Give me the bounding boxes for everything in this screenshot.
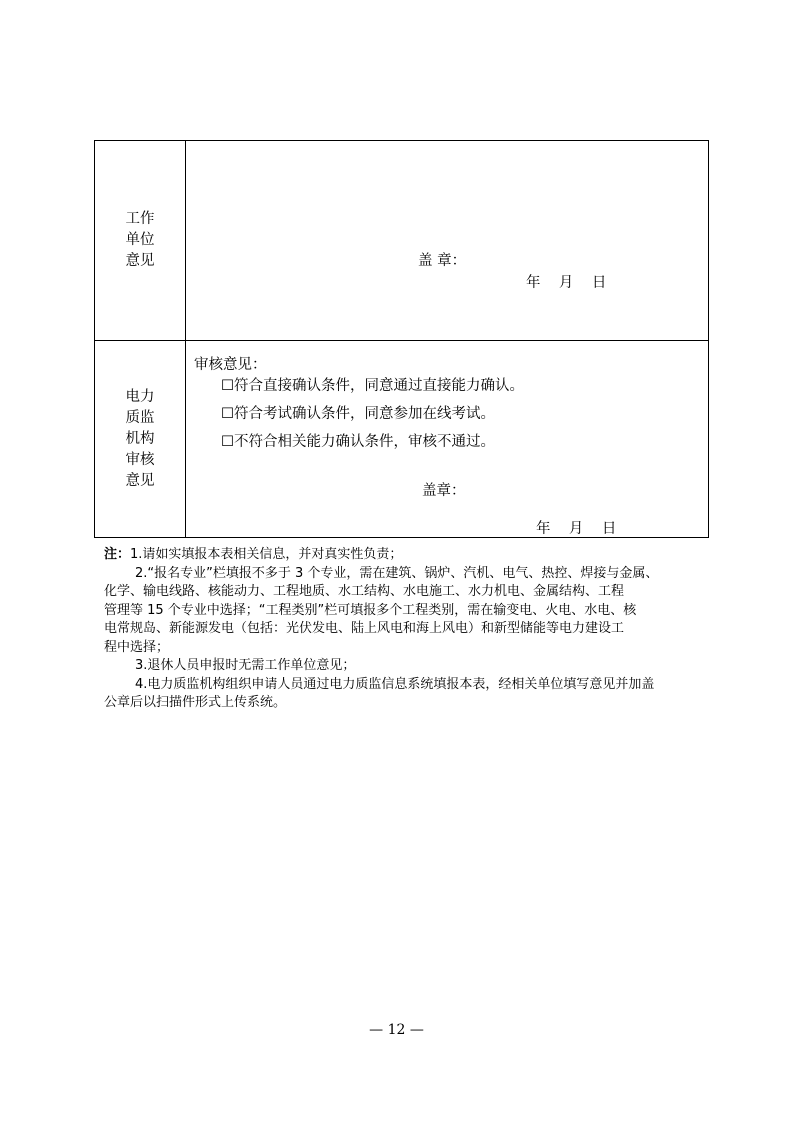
note-line-4: 管理等 15 个专业中选择；“工程类别”栏可填报多个工程类别，需在输变电、火电、水电、核 bbox=[104, 602, 637, 618]
date-label: 年 月 日 bbox=[526, 275, 607, 291]
label-line: 审核 bbox=[125, 451, 155, 468]
note-text: 1.请如实填报本表相关信息，并对真实性负责； bbox=[130, 547, 403, 562]
table-row-quality-review bbox=[95, 341, 709, 538]
option-online-exam[interactable]: ☐符合考试确认条件，同意参加在线考试。 bbox=[221, 406, 495, 422]
notes-section bbox=[104, 546, 704, 713]
work-unit-label bbox=[126, 209, 155, 272]
label-line: 电力 bbox=[125, 388, 155, 405]
label-line: 工作 bbox=[125, 211, 155, 227]
label-line: 机构 bbox=[125, 430, 155, 447]
label-line: 质监 bbox=[125, 409, 155, 426]
option-direct-confirmation[interactable]: ☐符合直接确认条件，同意通过直接能力确认。 bbox=[221, 378, 524, 394]
note-line-8: 4.电力质监机构组织申请人员通过电力质监信息系统填报本表，经相关单位填写意见并加盖 bbox=[135, 676, 655, 692]
review-heading: 审核意见： bbox=[194, 357, 267, 373]
note-line-6: 程中选择； bbox=[104, 639, 170, 655]
option-not-approved[interactable]: ☐不符合相关能力确认条件，审核不通过。 bbox=[221, 434, 495, 450]
page-number: — 12 — bbox=[369, 1022, 424, 1038]
note-line-2: 2.“报名专业”栏填报不多于 3 个专业，需在建筑、锅炉、汽机、电气、热控、焊接与金属、 bbox=[135, 565, 659, 581]
review-label-cell bbox=[95, 341, 186, 538]
note-line-3: 化学、输电线路、核能动力、工程地质、水工结构、水电施工、水力机电、金属结构、工程 bbox=[104, 584, 625, 599]
review-label bbox=[126, 387, 155, 492]
seal-label: 盖章： bbox=[422, 483, 466, 499]
opinion-form-table bbox=[94, 140, 709, 538]
label-line: 单位 bbox=[125, 232, 155, 248]
note-line-9: 公章后以扫描件形式上传系统。 bbox=[104, 695, 287, 710]
table-row-work-unit bbox=[95, 141, 709, 341]
date-label: 年 月 日 bbox=[536, 521, 617, 537]
notes-heading: 注： bbox=[104, 547, 131, 562]
note-line-1 bbox=[104, 546, 704, 565]
label-line: 意见 bbox=[125, 472, 155, 489]
work-unit-label-cell bbox=[95, 141, 186, 341]
note-line-7: 3.退休人员申报时无需工作单位意见； bbox=[135, 658, 356, 673]
label-line: 意见 bbox=[125, 253, 155, 269]
note-line-5: 电常规岛、新能源发电（包括：光伏发电、陆上风电和海上风电）和新型储能等电力建设工 bbox=[104, 621, 625, 636]
review-opinion-cell bbox=[186, 341, 709, 538]
work-unit-opinion-cell[interactable] bbox=[186, 141, 709, 341]
seal-label: 盖 章： bbox=[418, 253, 467, 269]
